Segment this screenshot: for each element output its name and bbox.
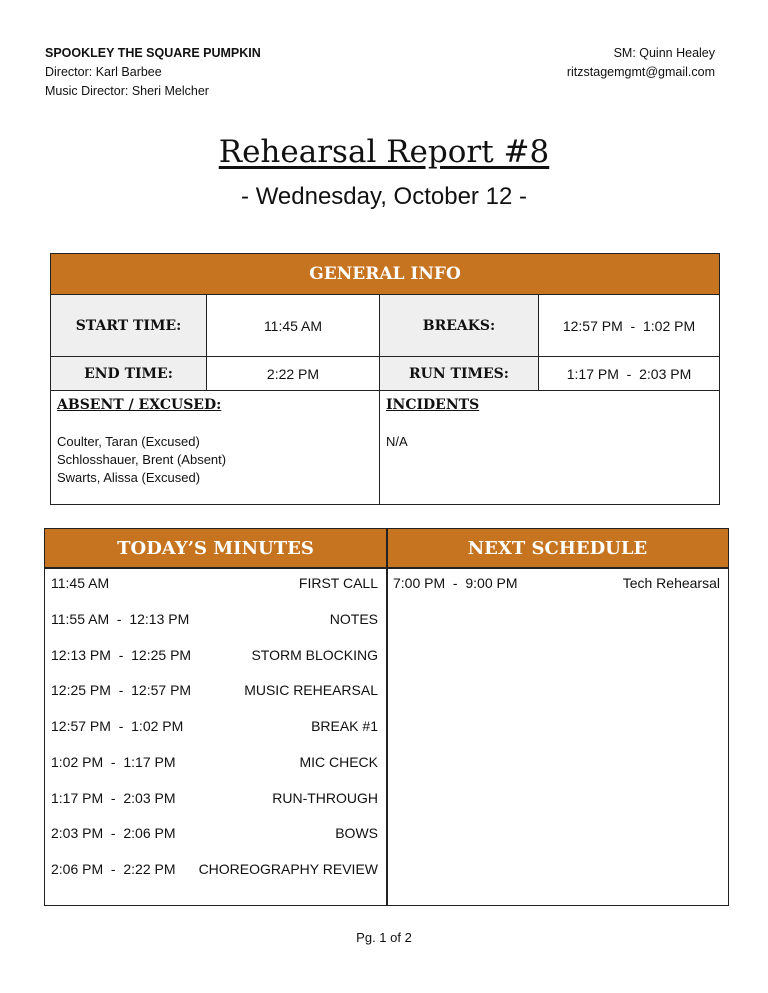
absent-item: Swarts, Alissa (Excused) (57, 470, 201, 485)
end-time-label: END TIME: (51, 357, 207, 391)
minutes-row (51, 861, 378, 881)
end-time-value: 2:22 PM (207, 357, 380, 391)
minutes-time: 12:13 PM - 12:25 PM (51, 647, 192, 663)
minutes-time: 1:02 PM - 1:17 PM (51, 754, 176, 770)
minutes-item: STORM BLOCKING (251, 647, 378, 663)
schedule-item: Tech Rehearsal (622, 575, 720, 591)
email-address: ritzstagemgmt@gmail.com (566, 65, 715, 79)
header-left (45, 44, 261, 101)
schedule-row (393, 575, 720, 595)
minutes-row (51, 647, 378, 667)
minutes-time: 2:03 PM - 2:06 PM (51, 825, 176, 841)
minutes-row (51, 611, 378, 631)
header-right (567, 44, 715, 82)
director-line: Director: Karl Barbee (45, 65, 162, 79)
minutes-item: MUSIC REHEARSAL (244, 682, 378, 698)
general-info-table (50, 253, 720, 505)
run-times-value: 1:17 PM - 2:03 PM (539, 357, 720, 391)
minutes-heading: TODAY’S MINUTES (45, 529, 386, 567)
minutes-item: CHOREOGRAPHY REVIEW (198, 861, 378, 877)
minutes-item: NOTES (329, 611, 378, 627)
minutes-item: FIRST CALL (298, 575, 378, 591)
report-title: Rehearsal Report #8 (218, 134, 550, 170)
minutes-time: 12:57 PM - 1:02 PM (51, 718, 184, 734)
minutes-row (51, 790, 378, 810)
music-director-line: Music Director: Sheri Melcher (45, 84, 209, 98)
minutes-time: 12:25 PM - 12:57 PM (51, 682, 192, 698)
next-schedule-heading: NEXT SCHEDULE (387, 529, 728, 567)
absent-item: Coulter, Taran (Excused) (57, 434, 200, 449)
minutes-item: BOWS (335, 825, 378, 841)
stage-manager-line: SM: Quinn Healey (613, 46, 715, 60)
breaks-label: BREAKS: (380, 295, 539, 357)
absent-list (57, 433, 373, 487)
minutes-table (44, 528, 729, 906)
minutes-row (51, 682, 378, 702)
minutes-item: BREAK #1 (311, 718, 378, 734)
absent-cell (51, 391, 380, 505)
minutes-time: 11:45 AM (51, 575, 110, 591)
minutes-row (51, 754, 378, 774)
column-divider (386, 529, 388, 905)
minutes-item: RUN-THROUGH (272, 790, 378, 806)
minutes-row (51, 575, 378, 595)
incidents-cell (380, 391, 720, 505)
minutes-time: 11:55 AM - 12:13 PM (51, 611, 190, 627)
minutes-item: MIC CHECK (299, 754, 378, 770)
minutes-time: 2:06 PM - 2:22 PM (51, 861, 176, 877)
general-info-heading: GENERAL INFO (51, 254, 720, 295)
show-title: SPOOKLEY THE SQUARE PUMPKIN (45, 46, 261, 60)
start-time-label: START TIME: (51, 295, 207, 357)
start-time-value: 11:45 AM (207, 295, 380, 357)
absent-item: Schlosshauer, Brent (Absent) (57, 452, 227, 467)
run-times-label: RUN TIMES: (380, 357, 539, 391)
report-date: - Wednesday, October 12 - (241, 183, 527, 210)
breaks-value: 12:57 PM - 1:02 PM (539, 295, 720, 357)
minutes-time: 1:17 PM - 2:03 PM (51, 790, 176, 806)
incidents-heading: INCIDENTS (386, 397, 480, 413)
minutes-row (51, 718, 378, 738)
absent-heading: ABSENT / EXCUSED: (57, 397, 222, 413)
page-number: Pg. 1 of 2 (356, 930, 412, 945)
incidents-value: N/A (386, 434, 408, 449)
minutes-row (51, 825, 378, 845)
schedule-time: 7:00 PM - 9:00 PM (393, 575, 518, 591)
